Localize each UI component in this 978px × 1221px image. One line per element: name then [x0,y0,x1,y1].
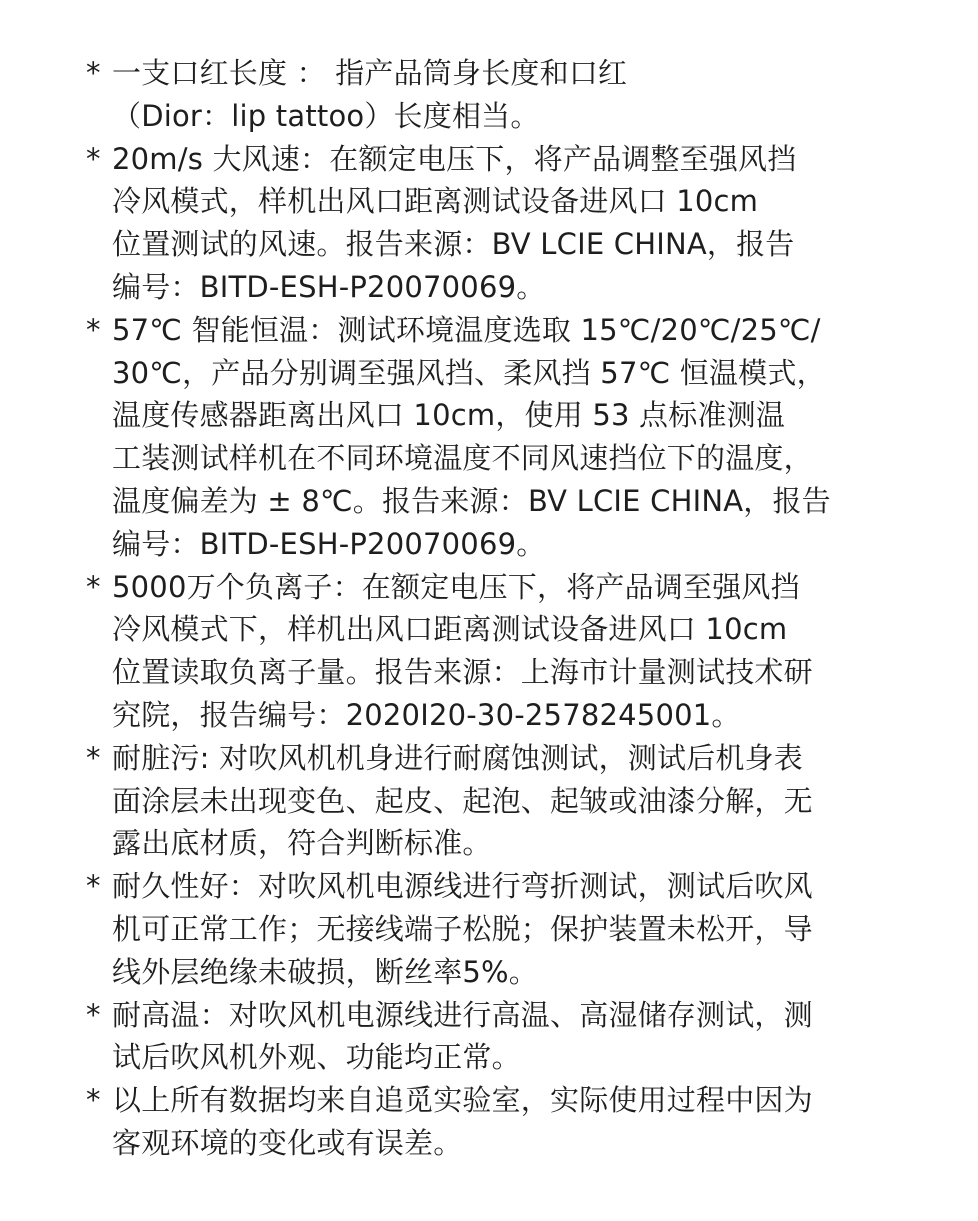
footnote-line: 机可正常工作；无接线端子松脱；保护装置未松开，导 [112,911,813,946]
footnote-line: 20m/s 大风速：在额定电压下，将产品调整至强风挡 [112,141,797,176]
footnote-item [86,138,916,309]
footnote-line: 客观环境的变化或有误差。 [112,1125,463,1160]
footnote-line: 5000万个负离子：在额定电压下，将产品调至强风挡 [112,569,800,604]
footnote-item [86,994,916,1080]
footnote-line: 编号：BITD-ESH-P20070069。 [112,526,546,561]
footnote-line: 冷风模式，样机出风口距离测试设备进风口 10cm [112,184,759,219]
footnote-bullet: * [86,56,101,90]
footnote-line: 温度传感器距离出风口 10cm，使用 53 点标准测温 [112,398,786,433]
footnote-line: 30℃，产品分别调至强风挡、柔风挡 57℃ 恒温模式， [112,355,826,390]
footnote-line: （Dior：lip tattoo）长度相当。 [112,98,540,133]
footnote-line: 冷风模式下，样机出风口距离测试设备进风口 10cm [112,612,788,647]
footnote-list [86,52,916,1165]
footnote-line: 线外层绝缘未破损，断丝率5%。 [112,954,539,989]
footnote-line: 温度偏差为 ± 8℃。报告来源：BV LCIE CHINA，报告 [112,483,831,518]
footnote-line: 一支口红长度 ： 指产品筒身长度和口红 [112,56,628,90]
footnote-line: 位置测试的风速。报告来源：BV LCIE CHINA，报告 [112,227,795,262]
footnote-item [86,52,916,138]
footnote-line: 位置读取负离子量。报告来源：上海市计量测试技术研 [112,655,813,690]
footnote-line: 57℃ 智能恒温：测试环境温度选取 15℃/20℃/25℃/ [112,312,821,347]
footnote-line: 工装测试样机在不同环境温度不同风速挡位下的温度， [112,441,813,476]
footnote-bullet: * [86,569,101,604]
footnote-item [86,737,916,865]
footnote-bullet: * [86,1083,101,1118]
footnote-line: 究院，报告编号：2020I20-30-2578245001。 [112,697,741,732]
footnote-line: 耐脏污: 对吹风机机身进行耐腐蚀测试，测试后机身表 [112,740,803,775]
footnote-line: 试后吹风机外观、功能均正常。 [112,1040,521,1075]
footnote-line: 编号：BITD-ESH-P20070069。 [112,269,546,304]
footnote-line: 露出底材质，符合判断标准。 [112,826,492,861]
footnote-line: 以上所有数据均来自追觅实验室，实际使用过程中因为 [112,1083,813,1118]
footnote-bullet: * [86,740,101,775]
footnote-bullet: * [86,141,101,176]
footnote-line: 耐久性好：对吹风机电源线进行弯折测试，测试后吹风 [112,869,813,904]
footnote-bullet: * [86,312,101,347]
footnote-bullet: * [86,997,101,1032]
footnote-item [86,309,916,566]
footnote-line: 耐高温：对吹风机电源线进行高温、高湿储存测试，测 [112,997,813,1032]
footnote-item [86,865,916,993]
footnote-item [86,566,916,737]
footnote-line: 面涂层未出现变色、起皮、起泡、起皱或油漆分解，无 [112,783,813,818]
footnote-item [86,1079,916,1165]
footnote-bullet: * [86,869,101,904]
